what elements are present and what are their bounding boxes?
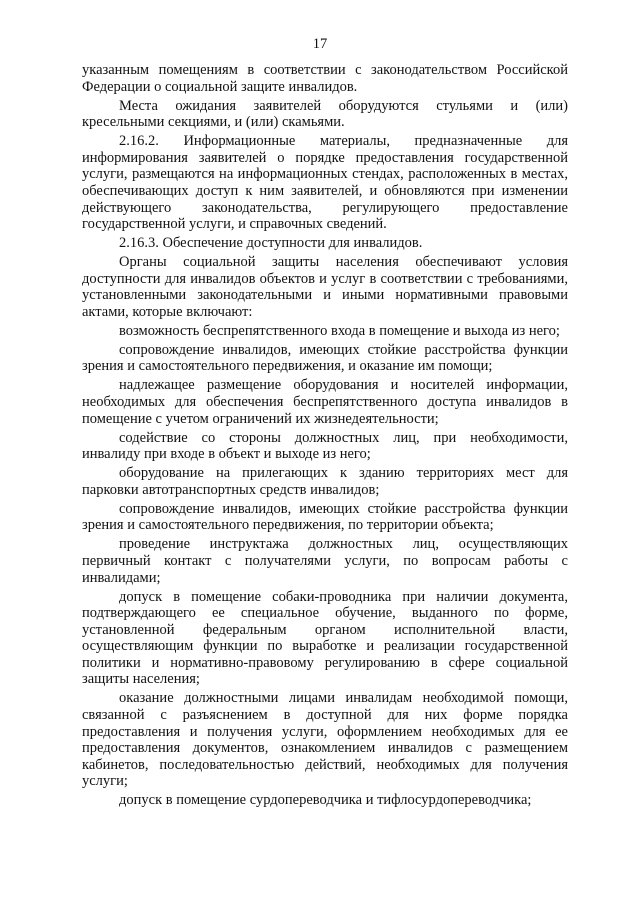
list-item-entry-exit: возможность беспрепятственного входа в помещение и выхода из него;	[119, 322, 560, 339]
paragraph-waiting-places: Места ожидания заявителей оборудуются стульями и (или) кресельными секциями, и (или) скамьями.	[82, 97, 568, 131]
list-item-help-explanation: оказание должностными лицами инвалидам необходимой помощи, связанной с разъяснением в доступной для них форме порядка предоставления и получения услуги, оформлением необходимых для ее предоставления документов, ознакомлением инвалидов с размещением кабинетов, последовательностью действий, необходимых для получения услуги;	[82, 690, 568, 790]
list-item-guide-dog: допуск в помещение собаки-проводника при наличии документа, подтверждающего ее специальное обучение, выданного по форме, установленной федеральным органом исполнительной власти, осуществляющим функции по выработке и реализации государственной политики и нормативно-правовому регулированию в сфере социальной защиты населения;	[82, 588, 568, 688]
list-item-escort-territory: сопровождение инвалидов, имеющих стойкие расстройства функции зрения и самостоятельного передвижения, по территории объекта;	[82, 500, 568, 534]
paragraph-2-16-2: 2.16.2. Информационные материалы, предназначенные для информирования заявителей о порядке предоставления государственной услуги, размещаются на информационных стендах, расположенных в местах, обеспечивающих доступ к ним заявителей, и обновляются при изменении действующего законодательства, регулирующего предоставление государственной услуги, и справочных сведений.	[82, 133, 568, 233]
page-body	[82, 62, 568, 811]
paragraph-accessibility-intro: Органы социальной защиты населения обеспечивают условия доступности для инвалидов объектов и услуг в соответствии с требованиями, установленными законодательными и иными нормативными правовыми актами, которые включают:	[82, 254, 568, 320]
paragraph-continuation: указанным помещениям в соответствии с законодательством Российской Федерации о социальной защите инвалидов.	[82, 62, 568, 95]
paragraph-2-16-3-heading: 2.16.3. Обеспечение доступности для инвалидов.	[119, 235, 423, 252]
list-item-escort-assistance: сопровождение инвалидов, имеющих стойкие расстройства функции зрения и самостоятельного передвижения, и оказание им помощи;	[82, 341, 568, 375]
page-number: 17	[312, 36, 328, 52]
list-item-parking: оборудование на прилегающих к зданию территориях мест для парковки автотранспортных средств инвалидов;	[82, 465, 568, 498]
list-item-equipment-placement: надлежащее размещение оборудования и носителей информации, необходимых для обеспечения беспрепятственного доступа инвалидов в помещение с учетом ограничений их жизнедеятельности;	[82, 377, 568, 427]
list-item-staff-assistance: содействие со стороны должностных лиц, при необходимости, инвалиду при входе в объект и выходе из него;	[82, 429, 568, 463]
list-item-sign-interpreter: допуск в помещение сурдопереводчика и тифлосурдопереводчика;	[119, 792, 532, 809]
list-item-staff-briefing: проведение инструктажа должностных лиц, осуществляющих первичный контакт с получателями услуги, по вопросам работы с инвалидами;	[82, 536, 568, 586]
